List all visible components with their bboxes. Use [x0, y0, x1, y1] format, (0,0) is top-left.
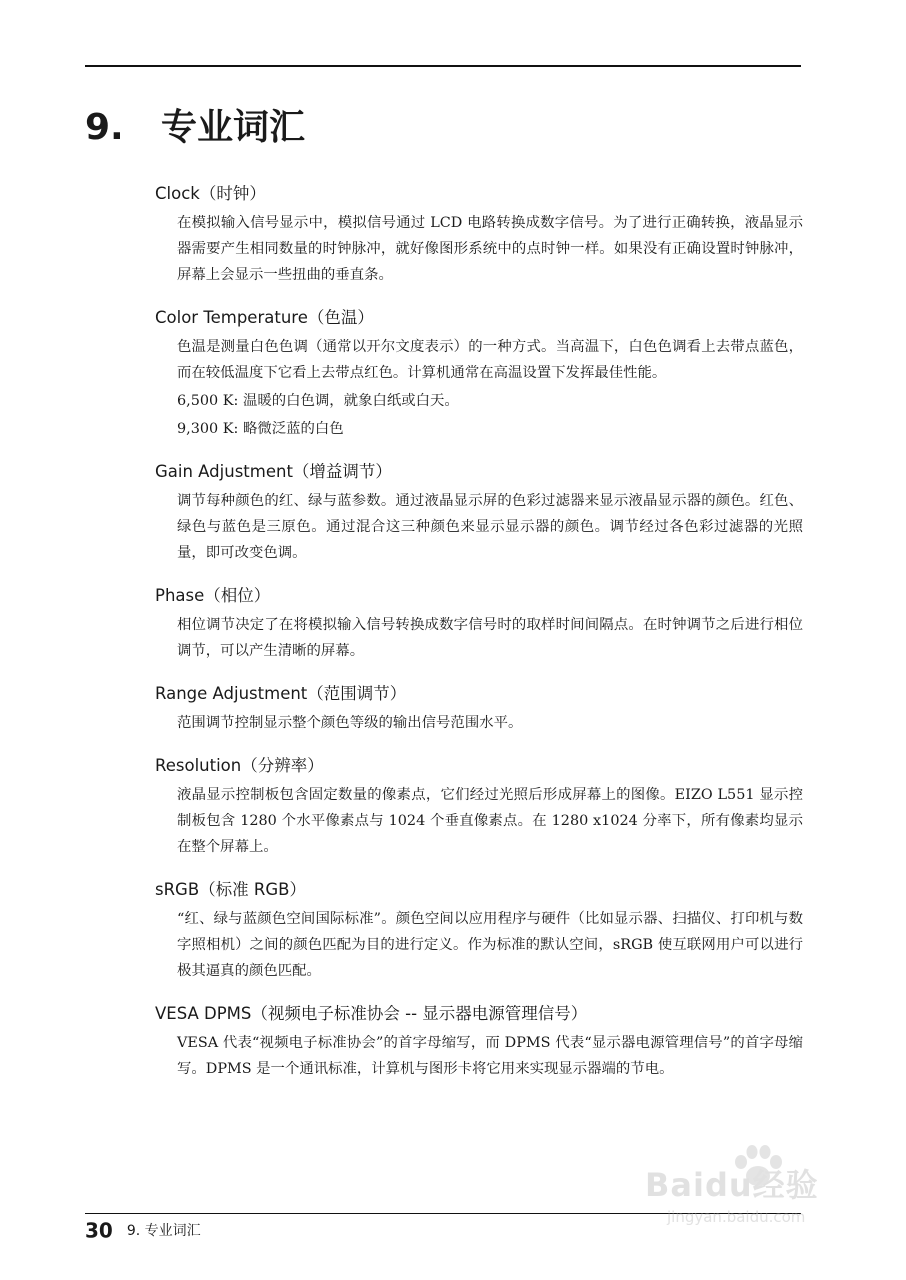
glossary-term: [155, 180, 803, 288]
glossary-term: [155, 582, 803, 664]
term-description: 在模拟输入信号显示中，模拟信号通过 LCD 电路转换成数字信号。为了进行正确转换，液晶显示器需要产生相同数量的时钟脉冲，就好像图形系统中的点时钟一样。如果没有正确设置时钟脉冲，屏幕上会显示一些扭曲的垂直条。: [177, 215, 803, 283]
term-description: 调节每种颜色的红、绿与蓝参数。通过液晶显示屏的色彩过滤器来显示液晶显示器的颜色。红色、绿色与蓝色是三原色。通过混合这三种颜色来显示显示器的颜色。调节经过各色彩过滤器的光照量，即可改变色调。: [177, 493, 803, 561]
term-description: VESA 代表“视频电子标准协会”的首字母缩写，而 DPMS 代表“显示器电源管理信号”的首字母缩写。DPMS 是一个通讯标准，计算机与图形卡将它用来实现显示器端的节电。: [177, 1035, 803, 1077]
page-number: 30: [85, 1218, 113, 1243]
term-description: 色温是测量白色色调（通常以开尔文度表示）的一种方式。当高温下，白色色调看上去带点蓝色，而在较低温度下它看上去带点红色。计算机通常在高温设置下发挥最佳性能。: [177, 339, 803, 381]
term-title: sRGB（标准 RGB）: [155, 880, 306, 899]
watermark-url: jingyan.baidu.com: [667, 1208, 806, 1226]
glossary-term: [155, 304, 803, 442]
chapter-heading: [85, 104, 305, 152]
term-title: Clock（时钟）: [155, 184, 266, 203]
term-description: 6,500 K: 温暖的白色调，就象白纸或白天。: [177, 393, 459, 409]
term-title: Phase（相位）: [155, 586, 271, 605]
glossary-term: [155, 458, 803, 566]
baidu-watermark: [645, 1148, 865, 1258]
term-title: Color Temperature（色温）: [155, 308, 374, 327]
chapter-title: 专业词汇: [161, 107, 306, 148]
chapter-number: 9.: [85, 107, 124, 148]
glossary-list: [155, 180, 803, 1082]
glossary-term: [155, 680, 803, 736]
glossary-term: [155, 876, 803, 984]
term-description: 液晶显示控制板包含固定数量的像素点，它们经过光照后形成屏幕上的图像。EIZO L551 显示控制板包含 1280 个水平像素点与 1024 个垂直像素点。在 1280 x1024 分率下，所有像素均显示在整个屏幕上。: [177, 787, 803, 855]
term-title: Gain Adjustment（增益调节）: [155, 462, 392, 481]
term-title: VESA DPMS（视频电子标准协会 -- 显示器电源管理信号）: [155, 1004, 588, 1023]
term-title: Resolution（分辨率）: [155, 756, 324, 775]
watermark-text: Baidu经验: [645, 1166, 819, 1204]
term-description: 9,300 K: 略微泛蓝的白色: [177, 421, 344, 437]
term-description: 范围调节控制显示整个颜色等级的输出信号范围水平。: [177, 715, 523, 731]
page-footer: [85, 1217, 201, 1243]
term-title: Range Adjustment（范围调节）: [155, 684, 407, 703]
footer-title: 9. 专业词汇: [126, 1222, 201, 1239]
term-description: 相位调节决定了在将模拟输入信号转换成数字信号时的取样时间间隔点。在时钟调节之后进行相位调节，可以产生清晰的屏幕。: [177, 617, 803, 659]
glossary-term: [155, 1000, 803, 1082]
header-rule: [85, 65, 801, 67]
term-description: “红、绿与蓝颜色空间国际标准”。颜色空间以应用程序与硬件（比如显示器、扫描仪、打印机与数字照相机）之间的颜色匹配为目的进行定义。作为标准的默认空间，sRGB 使互联网用户可以进行极其逼真的颜色匹配。: [177, 911, 803, 979]
glossary-term: [155, 752, 803, 860]
